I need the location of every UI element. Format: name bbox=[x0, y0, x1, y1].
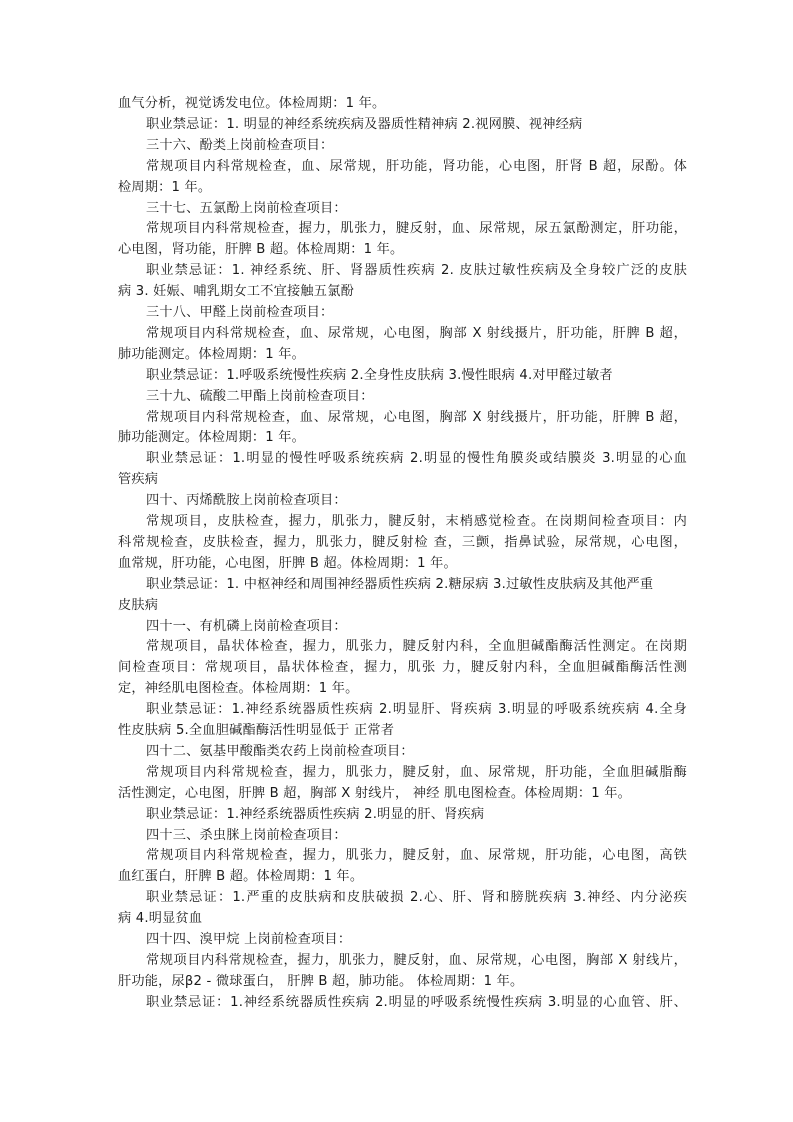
text-line: 间检查项目：常规项目，晶状体检查，握力，肌张 力，腱反射内科，全血胆碱酯酶活性测 bbox=[118, 660, 687, 676]
text-line: 肝功能，尿β2 - 微球蛋白， 肝脾 B 超，肺功能。 体检周期：1 年。 bbox=[118, 973, 524, 989]
text-line: 三十九、硫酸二甲酯上岗前检查项目： bbox=[146, 388, 374, 404]
text-line: 常规项目内科常规检查，血、尿常规，心电图，胸部 X 射线摄片，肝功能，肝脾 B 超， bbox=[146, 409, 687, 425]
text-line: 职业禁忌证：1. 中枢神经和周围神经器质性疾病 2.糖尿病 3.过敏性皮肤病及其他严重 bbox=[146, 576, 654, 592]
text-line: 常规项目内科常规检查，握力，肌张力，腱反射，血、尿常规，肝功能，心电图，高铁 bbox=[146, 848, 687, 864]
text-line: 职业禁忌证：1.呼吸系统慢性疾病 2.全身性皮肤病 3.慢性眼病 4.对甲醛过敏者 bbox=[146, 367, 613, 383]
text-line: 心电图，肾功能，肝脾 B 超。体检周期：1 年。 bbox=[118, 242, 404, 258]
text-line: 常规项目内科常规检查，血、尿常规，心电图，胸部 X 射线摄片，肝功能，肝脾 B 超， bbox=[146, 325, 687, 341]
text-line: 职业禁忌证：1.神经系统器质性疾病 2.明显的呼吸系统慢性疾病 3.明显的心血管、肝、 bbox=[146, 994, 687, 1010]
text-line: 检周期：1 年。 bbox=[118, 179, 212, 195]
text-line: 肺功能测定。体检周期：1 年。 bbox=[118, 346, 306, 362]
text-line: 肺功能测定。体检周期：1 年。 bbox=[118, 430, 306, 446]
text-line: 性皮肤病 5.全血胆碱酯酶活性明显低于 正常者 bbox=[118, 723, 395, 738]
text-line: 病 4.明显贫血 bbox=[118, 911, 203, 927]
text-line: 活性测定，心电图，肝脾 B 超，胸部 X 射线片， 神经 肌电图检查。体检周期：1 年。 bbox=[118, 785, 631, 801]
text-line: 职业禁忌证：1.神经系统器质性疾病 2.明显肝、肾疾病 3.明显的呼吸系统疾病 4.全身 bbox=[146, 702, 687, 718]
text-line: 管疾病 bbox=[118, 472, 159, 488]
text-line: 三十七、五氯酚上岗前检查项目： bbox=[146, 200, 347, 216]
text-line: 血常规，肝功能，心电图，肝脾 B 超。体检周期：1 年。 bbox=[118, 555, 457, 571]
text-line: 四十、丙烯酰胺上岗前检查项目： bbox=[146, 493, 347, 509]
text-line: 三十六、酚类上岗前检查项目： bbox=[146, 137, 334, 153]
text-line: 四十四、溴甲烷 上岗前检查项目： bbox=[146, 932, 352, 947]
text-line: 四十三、杀虫脒上岗前检查项目： bbox=[146, 827, 347, 843]
text-line: 职业禁忌证：1.严重的皮肤病和皮肤破损 2.心、肝、肾和膀胱疾病 3.神经、内分泌疾 bbox=[146, 890, 687, 906]
text-line: 常规项目内科常规检查，血、尿常规，肝功能，肾功能，心电图，肝肾 B 超，尿酚。体 bbox=[146, 158, 687, 174]
text-line: 科常规检查，皮肤检查，握力，肌张力，腱反射检 查，三颤，指鼻试验，尿常规，心电图， bbox=[118, 534, 687, 550]
text-line: 血气分析，视觉诱发电位。体检周期：1 年。 bbox=[118, 96, 386, 111]
text-line: 职业禁忌证：1.明显的慢性呼吸系统疾病 2.明显的慢性角膜炎或结膜炎 3.明显的心血 bbox=[146, 451, 687, 467]
text-line: 职业禁忌证：1. 神经系统、肝、肾器质性疾病 2. 皮肤过敏性疾病及全身较广泛的皮肤 bbox=[146, 263, 687, 279]
text-line: 病 3. 妊娠、哺乳期女工不宜接触五氯酚 bbox=[118, 284, 354, 300]
text-line: 职业禁忌证：1. 明显的神经系统疾病及器质性精神病 2.视网膜、视神经病 bbox=[146, 116, 583, 132]
text-line: 四十一、有机磷上岗前检查项目： bbox=[146, 618, 347, 634]
text-line: 常规项目内科常规检查，握力，肌张力，腱反射，血、尿常规，肝功能，全血胆碱脂酶 bbox=[146, 764, 687, 780]
text-line: 四十二、氨基甲酸酯类农药上岗前检查项目： bbox=[146, 743, 414, 759]
text-line: 常规项目内科常规检查，握力，肌张力，腱反射，血、尿常规，尿五氯酚测定，肝功能， bbox=[146, 221, 687, 237]
text-line: 常规项目内科常规检查，握力，肌张力，腱反射，血、尿常规，心电图，胸部 X 射线片， bbox=[146, 952, 687, 968]
text-line: 职业禁忌证：1.神经系统器质性疾病 2.明显的肝、肾疾病 bbox=[146, 806, 485, 822]
text-line: 皮肤病 bbox=[118, 597, 159, 613]
text-line: 血红蛋白，肝脾 B 超。体检周期：1 年。 bbox=[118, 869, 364, 885]
text-line: 常规项目，晶状体检查，握力，肌张力，腱反射内科，全血胆碱酯酶活性测定。在岗期 bbox=[146, 639, 687, 655]
text-line: 三十八、甲醛上岗前检查项目： bbox=[146, 305, 334, 320]
text-line: 常规项目，皮肤检查，握力，肌张力，腱反射，末梢感觉检查。在岗期间检查项目：内 bbox=[146, 514, 687, 529]
text-line: 定，神经肌电图检查。体检周期：1 年。 bbox=[118, 681, 359, 697]
